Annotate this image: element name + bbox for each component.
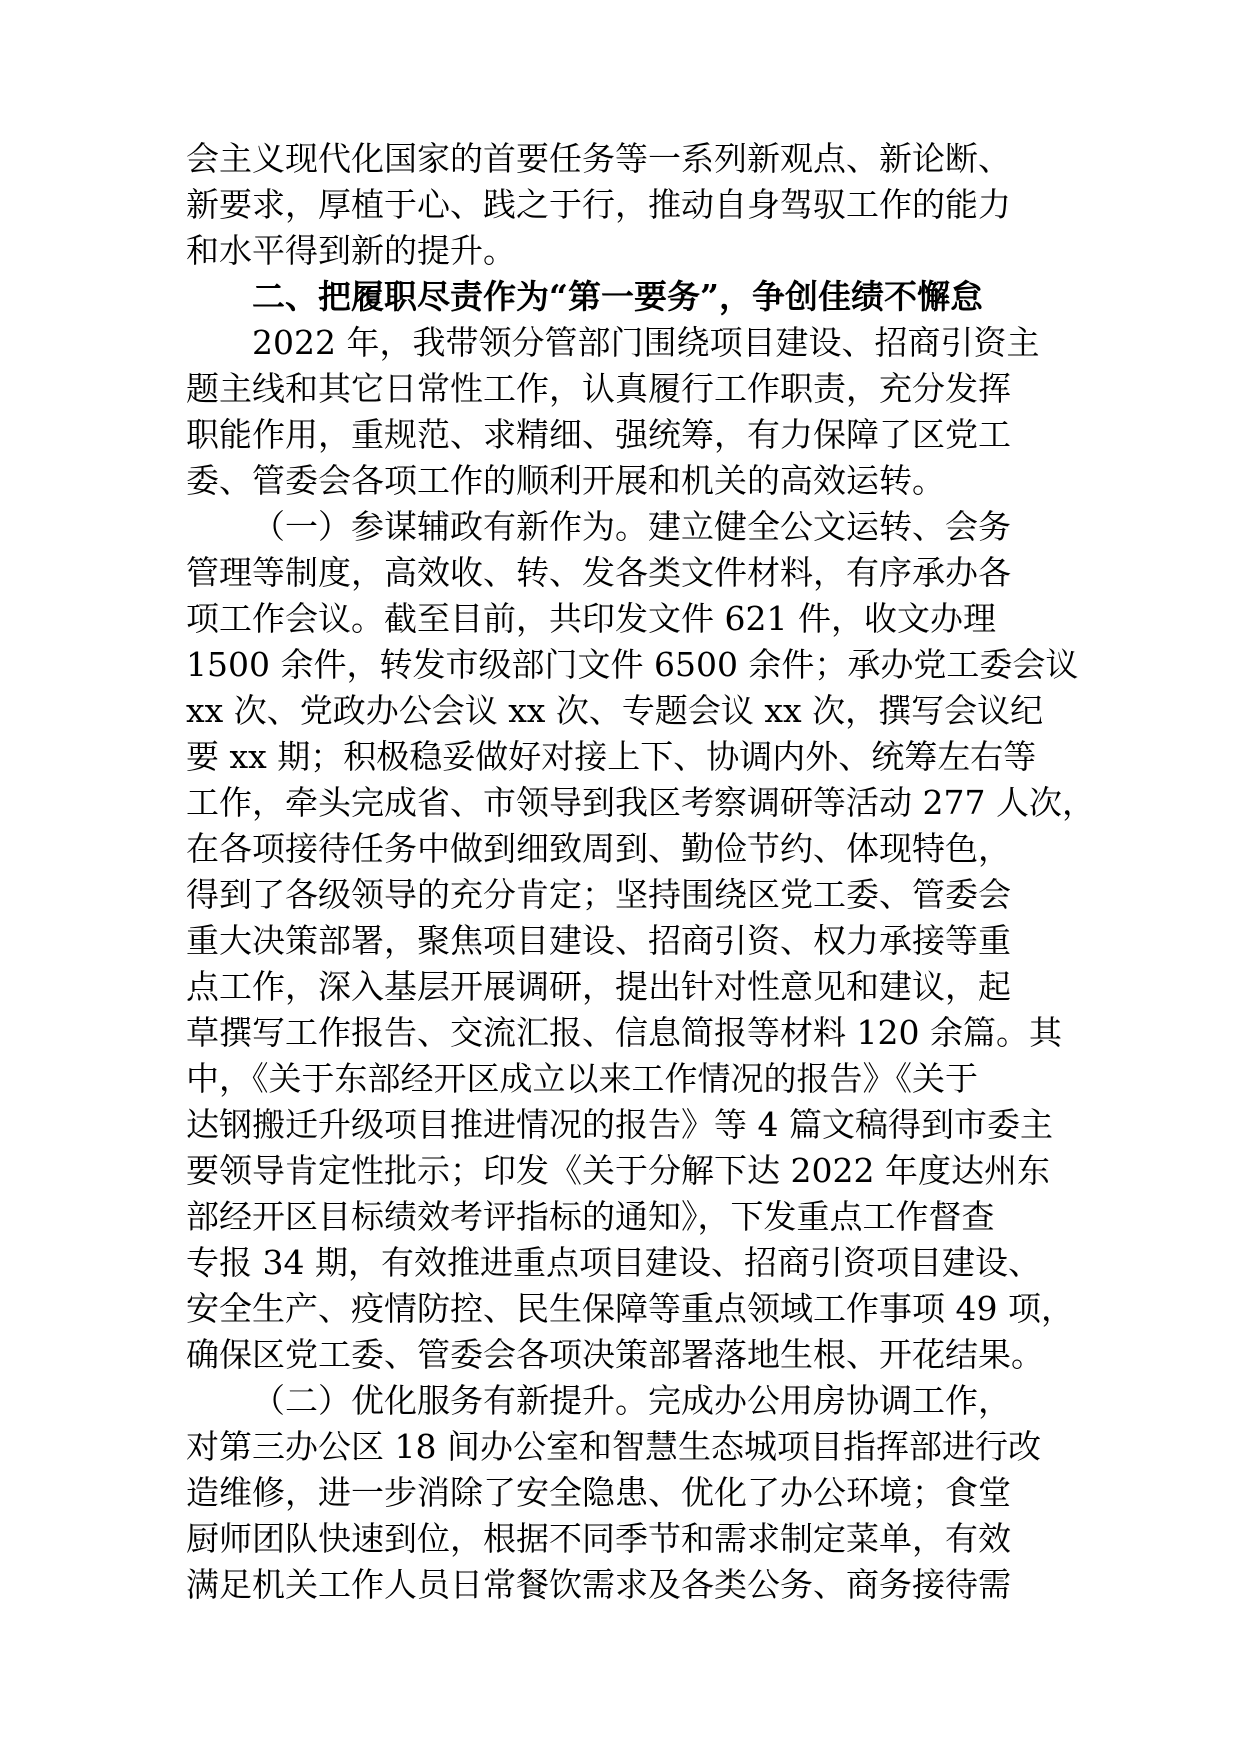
text-line: 厨师团队快速到位，根据不同季节和需求制定菜单，有效: [186, 1519, 1011, 1558]
text-line: 题主线和其它日常性工作，认真履行工作职责，充分发挥: [186, 369, 1011, 408]
text-line: 新要求，厚植于心、践之于行，推动自身驾驭工作的能力: [186, 185, 1011, 224]
text-line: 工作，牵头完成省、市领导到我区考察调研等活动 277 人次，: [186, 783, 1095, 822]
text-line: 委、管委会各项工作的顺利开展和机关的高效运转。: [186, 461, 945, 500]
text-line: 造维修，进一步消除了安全隐患、优化了办公环境；食堂: [186, 1473, 1011, 1512]
subsection-paragraph-start: （一）参谋辅政有新作为。建立健全公文运转、会务: [252, 507, 1011, 546]
text-line: 要 xx 期；积极稳妥做好对接上下、协调内外、统筹左右等: [186, 737, 1037, 776]
text-line: 安全生产、疫情防控、民生保障等重点领域工作事项 49 项，: [186, 1289, 1074, 1328]
text-line: 1500 余件，转发市级部门文件 6500 余件；承办党工委会议: [186, 645, 1079, 684]
subsection-paragraph-start: （二）优化服务有新提升。完成办公用房协调工作，: [252, 1381, 1011, 1420]
text-line: 对第三办公区 18 间办公室和智慧生态城项目指挥部进行改: [186, 1427, 1041, 1466]
paragraph-start: 2022 年，我带领分管部门围绕项目建设、招商引资主: [252, 323, 1040, 362]
text-line: 达钢搬迁升级项目推进情况的报告》等 4 篇文稿得到市委主: [186, 1105, 1053, 1144]
text-line: 中，《关于东部经开区成立以来工作情况的报告》《关于: [186, 1059, 978, 1098]
section-heading: 二、把履职尽责作为“第一要务”，争创佳绩不懈怠: [252, 277, 983, 316]
text-line: 管理等制度，高效收、转、发各类文件材料，有序承办各: [186, 553, 1011, 592]
text-line: 点工作，深入基层开展调研，提出针对性意见和建议，起: [186, 967, 1011, 1006]
text-line: 草撰写工作报告、交流汇报、信息简报等材料 120 余篇。其: [186, 1013, 1062, 1052]
text-line: xx 次、党政办公会议 xx 次、专题会议 xx 次，撰写会议纪: [186, 691, 1044, 730]
text-line: 专报 34 期，有效推进重点项目建设、招商引资项目建设、: [186, 1243, 1041, 1282]
text-line: 会主义现代化国家的首要任务等一系列新观点、新论断、: [186, 139, 1011, 178]
text-line: 在各项接待任务中做到细致周到、勤俭节约、体现特色，: [186, 829, 1011, 868]
text-line: 和水平得到新的提升。: [186, 231, 516, 270]
text-line: 职能作用，重规范、求精细、强统筹，有力保障了区党工: [186, 415, 1011, 454]
text-line: 满足机关工作人员日常餐饮需求及各类公务、商务接待需: [186, 1565, 1011, 1604]
text-line: 要领导肯定性批示；印发《关于分解下达 2022 年度达州东: [186, 1151, 1050, 1190]
text-line: 项工作会议。截至目前，共印发文件 621 件，收文办理: [186, 599, 996, 638]
text-line: 得到了各级领导的充分肯定；坚持围绕区党工委、管委会: [186, 875, 1011, 914]
text-line: 确保区党工委、管委会各项决策部署落地生根、开花结果。: [186, 1335, 1044, 1374]
text-line: 部经开区目标绩效考评指标的通知》，下发重点工作督查: [186, 1197, 995, 1236]
body-text: [186, 136, 1095, 1608]
text-line: 重大决策部署，聚焦项目建设、招商引资、权力承接等重: [186, 921, 1011, 960]
